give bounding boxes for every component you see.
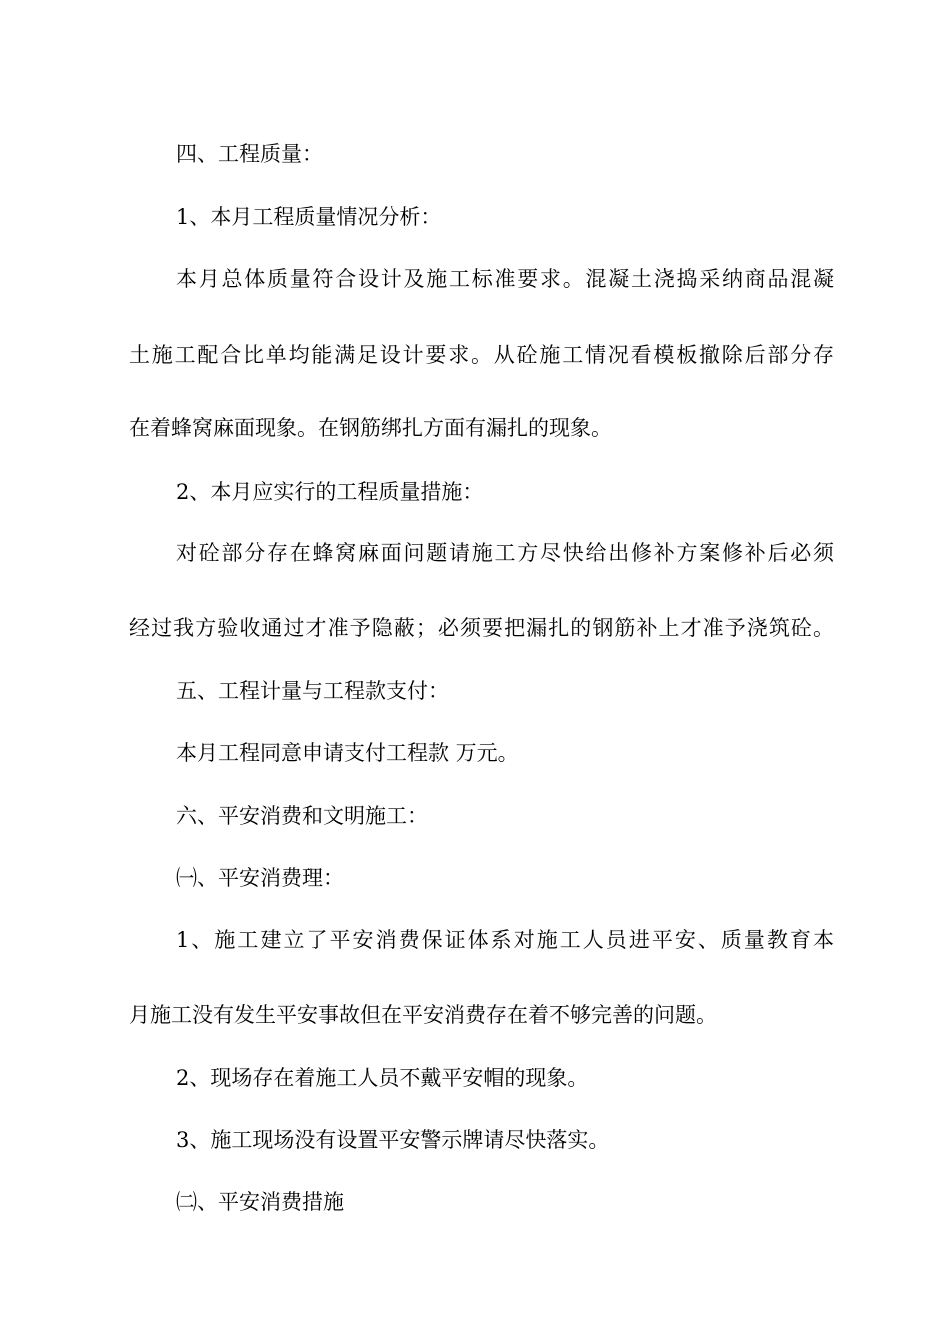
paragraph-line: 土施工配合比单均能满足设计要求。从砼施工情况看模板撤除后部分存 [129, 343, 834, 367]
subheading-quality-measures: 2、本月应实行的工程质量措施： [176, 480, 484, 504]
paragraph-line: 3、施工现场没有设置平安警示牌请尽快落实。 [176, 1128, 610, 1152]
paragraph-line: 月施工没有发生平安事故但在平安消费存在着不够完善的问题。 [129, 1003, 717, 1027]
section-heading-safety: 六、平安消费和文明施工： [176, 804, 428, 828]
subheading-safety-measures: ㈡、平安消费措施 [176, 1190, 344, 1214]
section-heading-quality: 四、工程质量： [176, 142, 323, 166]
paragraph-line: 1、施工建立了平安消费保证体系对施工人员进平安、质量教育本 [176, 928, 834, 952]
paragraph-line: 对砼部分存在蜂窝麻面问题请施工方尽快给出修补方案修补后必须 [176, 541, 834, 565]
paragraph-line: 本月总体质量符合设计及施工标准要求。混凝土浇捣采纳商品混凝 [176, 267, 834, 291]
subheading-quality-analysis: 1、本月工程质量情况分析： [176, 205, 442, 229]
paragraph-line: 在着蜂窝麻面现象。在钢筋绑扎方面有漏扎的现象。 [129, 416, 612, 440]
section-heading-payment: 五、工程计量与工程款支付： [176, 679, 449, 703]
paragraph-line: 经过我方验收通过才准予隐蔽；必须要把漏扎的钢筋补上才准予浇筑砼。 [129, 616, 834, 640]
paragraph-line: 本月工程同意申请支付工程款 万元。 [176, 741, 519, 765]
subheading-safety-management: ㈠、平安消费理： [176, 866, 344, 890]
paragraph-line: 2、现场存在着施工人员不戴平安帽的现象。 [176, 1066, 589, 1090]
